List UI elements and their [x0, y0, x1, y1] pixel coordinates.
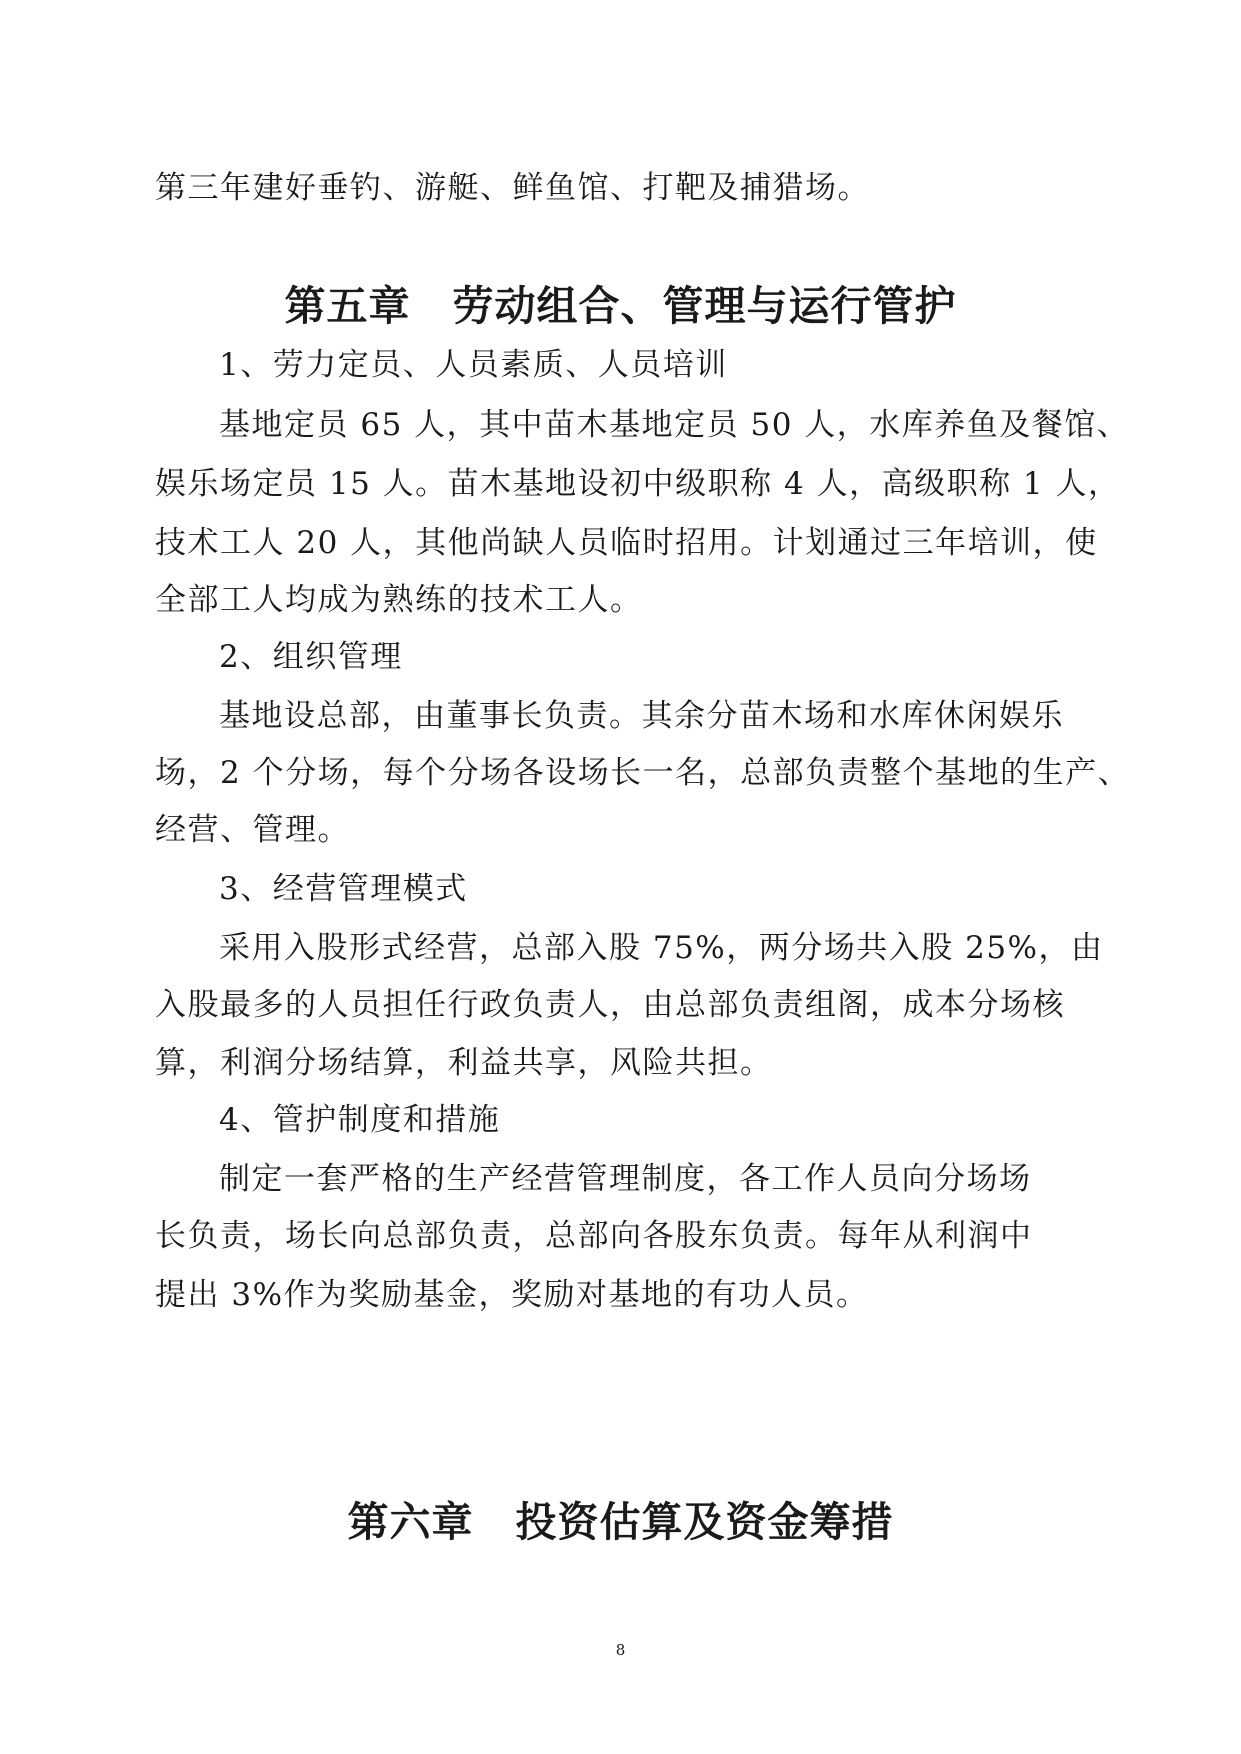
paragraph-line: 制定一套严格的生产经营管理制度，各工作人员向分场场 — [219, 1161, 1032, 1197]
paragraph-line: 技术工人 20 人，其他尚缺人员临时招用。计划通过三年培训，使 — [155, 525, 1098, 561]
paragraph-line: 娱乐场定员 15 人。苗木基地设初中级职称 4 人，高级职称 1 人， — [155, 466, 1121, 502]
chapter-6-title: 第六章 投资估算及资金筹措 — [347, 1498, 894, 1546]
paragraph-line: 全部工人均成为熟练的技术工人。 — [155, 582, 643, 618]
section-3-heading: 3、经营管理模式 — [219, 871, 468, 907]
page-number: 8 — [615, 1641, 626, 1659]
chapter-5-title: 第五章 劳动组合、管理与运行管护 — [284, 282, 957, 330]
section-1-heading: 1、劳力定员、人员素质、人员培训 — [219, 347, 728, 383]
paragraph-line: 入股最多的人员担任行政负责人，由总部负责组阁，成本分场核 — [155, 987, 1065, 1023]
paragraph-line: 采用入股形式经营，总部入股 75%，两分场共入股 25%，由 — [219, 930, 1104, 966]
paragraph-line: 场，2 个分场，每个分场各设场长一名，总部负责整个基地的生产、 — [155, 755, 1131, 791]
paragraph-line: 经营、管理。 — [155, 812, 350, 848]
section-2-heading: 2、组织管理 — [219, 639, 403, 675]
paragraph-line: 基地设总部，由董事长负责。其余分苗木场和水库休闲娱乐 — [219, 698, 1064, 734]
paragraph-line: 提出 3%作为奖励基金，奖励对基地的有功人员。 — [155, 1277, 869, 1313]
paragraph-line: 第三年建好垂钓、游艇、鲜鱼馆、打靶及捕猎场。 — [155, 170, 870, 206]
paragraph-line: 长负责，场长向总部负责，总部向各股东负责。每年从利润中 — [155, 1218, 1033, 1254]
paragraph-line: 算，利润分场结算，利益共享，风险共担。 — [155, 1045, 773, 1081]
section-4-heading: 4、管护制度和措施 — [219, 1102, 501, 1138]
paragraph-line: 基地定员 65 人，其中苗木基地定员 50 人，水库养鱼及餐馆、 — [219, 407, 1130, 443]
